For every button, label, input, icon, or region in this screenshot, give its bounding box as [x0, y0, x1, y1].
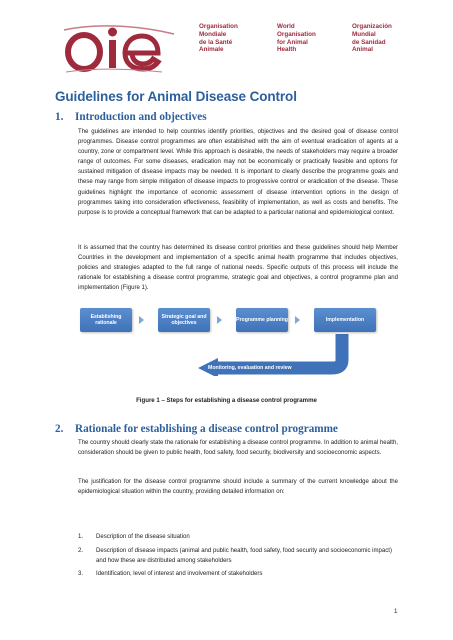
figure-1-caption: Figure 1 – Steps for establishing a disease control programme: [136, 397, 317, 404]
process-diagram: [78, 306, 380, 376]
oie-logo: [62, 22, 177, 74]
section-2-paragraph-2: The justification for the disease control programme should include a summary of the current knowledge about the epidemiological situation within the country, providing detailed information on:: [78, 479, 398, 496]
page-number: 1: [394, 608, 398, 615]
org-name-spanish: Organización Mundial de Sanidad Animal: [352, 23, 392, 54]
section-2-list: [78, 532, 398, 583]
arrow-right-icon: [139, 316, 144, 324]
step-programme-planning: Programme planning: [236, 308, 288, 332]
step-strategic-goal: Strategic goal and objectives: [158, 308, 210, 332]
section-2-paragraph-1: The country should clearly state the rationale for establishing a disease control programme. In addition to animal health, consideration should be given to public health, food safety, food security, biodiversity and socioeconomic aspects.: [78, 440, 398, 457]
step-implementation: Implementation: [314, 308, 376, 332]
list-item: 1. Description of the disease situation: [78, 534, 190, 540]
org-name-english: World Organisation for Animal Health: [277, 23, 316, 54]
section-1-title: Introduction and objectives: [75, 111, 207, 123]
arrow-right-icon: [217, 316, 222, 324]
arrow-right-icon: [295, 316, 300, 324]
step-establishing-rationale: Establishing rationale: [80, 308, 132, 332]
document-title: Guidelines for Animal Disease Control: [55, 89, 297, 104]
section-2-title: Rationale for establishing a disease control programme: [75, 423, 338, 435]
list-item: 2. Description of disease impacts (animal and public health, food safety, food security and socioeconomic impact) and how these are distributed among stakeholders: [78, 547, 392, 564]
loop-label-monitoring: Monitoring, evaluation and review: [208, 365, 292, 371]
section-2-number: 2.: [55, 423, 64, 435]
section-1-paragraph-1: The guidelines are intended to help countries identify priorities, objectives and the desired goal of disease control programmes. Disease control programmes are often established with the aim of eventual eradication of agents at a country, zone or compartment level. While this approach is desirable, the needs of stakeholders may require a broader range of outcomes. For some diseases, eradication may not be economically or practically feasible and options for sustained mitigation of disease impacts may be needed. It is important to clearly describe the programme goals and these may range from simple mitigation of disease impacts to progressive control or eradication of the disease. These guidelines highlight the importance of economic assessment of disease intervention options in the design of programmes taking into consideration effectiveness, feasibility of implementation, as well as costs and benefits. The purpose is to provide a conceptual framework that can be adapted to a particular national and epidemiological context.: [78, 129, 398, 216]
section-1-paragraph-2: It is assumed that the country has determined its disease control priorities and these guidelines should help Member Countries in the development and implementation of a specific animal health programme that includes objectives, policies and strategies adapted to the full range of national needs. Specific outputs of this process will include the rationale for establishing a disease control programme, strategic goal and objectives, a control programme plan and implementation (Figure 1).: [78, 245, 398, 292]
section-1-number: 1.: [55, 111, 64, 123]
section-1-heading: [55, 111, 207, 123]
section-2-heading: [55, 423, 338, 435]
org-name-french: Organisation Mondiale de la Santé Animale: [199, 23, 238, 54]
list-item: 3. Identification, level of interest and involvement of stakeholders: [78, 571, 263, 578]
